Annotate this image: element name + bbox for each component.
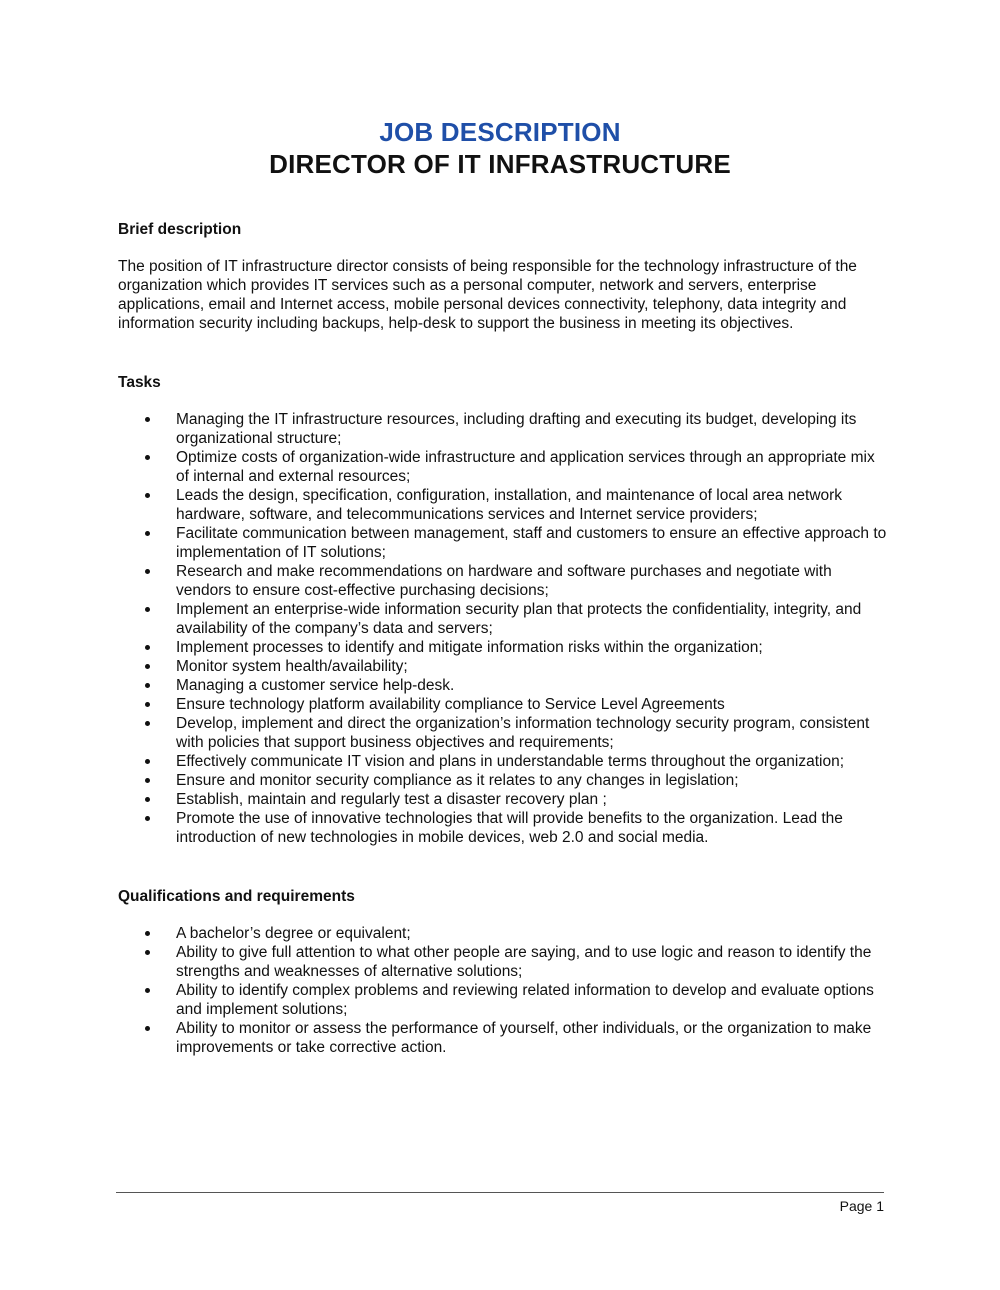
list-item [118, 771, 888, 790]
section-tasks [118, 373, 888, 847]
bullet-icon [145, 569, 150, 574]
title-block [0, 116, 1000, 180]
list-item-text: Monitor system health/availability; [176, 658, 408, 675]
bullet-icon [145, 531, 150, 536]
list-item [118, 486, 888, 524]
list-item [118, 924, 888, 943]
list-item [118, 714, 888, 752]
list-item [118, 410, 888, 448]
section-brief-description [118, 220, 888, 333]
list-item-text: Implement processes to identify and mitigate information risks within the organization; [176, 639, 763, 656]
bullet-icon [145, 759, 150, 764]
bullet-icon [145, 988, 150, 993]
bullet-icon [145, 493, 150, 498]
list-item-text: A bachelor’s degree or equivalent; [176, 925, 411, 942]
list-item-text: Ability to give full attention to what other people are saying, and to use logic and reason to identify the strengths and weaknesses of alternative solutions; [176, 944, 872, 980]
list-item-text: Implement an enterprise-wide information security plan that protects the confidentiality, integrity, and availability of the company’s data and servers; [176, 601, 862, 637]
list-item-text: Facilitate communication between management, staff and customers to ensure an effective approach to implementation of IT solutions; [176, 525, 887, 561]
bullet-icon [145, 721, 150, 726]
list-item [118, 676, 888, 695]
bullet-icon [145, 417, 150, 422]
footer-divider [116, 1192, 884, 1193]
list-item-text: Ability to identify complex problems and reviewing related information to develop and evaluate options and implement solutions; [176, 982, 874, 1018]
list-item [118, 981, 888, 1019]
qualifications-heading: Qualifications and requirements [118, 888, 355, 905]
list-item [118, 752, 888, 771]
list-item [118, 448, 888, 486]
list-item [118, 809, 888, 847]
bullet-icon [145, 950, 150, 955]
tasks-list [118, 410, 888, 847]
page-number: Page 1 [839, 1198, 884, 1214]
bullet-icon [145, 931, 150, 936]
section-qualifications [118, 887, 888, 1057]
list-item [118, 562, 888, 600]
list-item-text: Ensure technology platform availability compliance to Service Level Agreements [176, 696, 725, 713]
list-item-text: Ensure and monitor security compliance as it relates to any changes in legislation; [176, 772, 739, 789]
list-item-text: Optimize costs of organization-wide infrastructure and application services through an appropriate mix of internal and external resources; [176, 449, 875, 485]
document-content [118, 220, 888, 1057]
bullet-icon [145, 816, 150, 821]
list-item-text: Managing the IT infrastructure resources, including drafting and executing its budget, developing its organizational structure; [176, 411, 857, 447]
brief-description-text: The position of IT infrastructure director consists of being responsible for the technology infrastructure of the organization which provides IT services such as a personal computer, network and servers, enterprise applications, email and Internet access, mobile personal devices connectivity, telephony, data integrity and information security including backups, help-desk to support the business in meeting its objectives. [118, 258, 857, 332]
bullet-icon [145, 702, 150, 707]
bullet-icon [145, 664, 150, 669]
list-item [118, 1019, 888, 1057]
list-item [118, 790, 888, 809]
list-item-text: Managing a customer service help-desk. [176, 677, 455, 694]
tasks-heading: Tasks [118, 374, 161, 391]
document-title: JOB DESCRIPTION [379, 117, 621, 147]
bullet-icon [145, 1026, 150, 1031]
list-item-text: Research and make recommendations on hardware and software purchases and negotiate with vendors to ensure cost-effective purchasing decisions; [176, 563, 832, 599]
list-item-text: Establish, maintain and regularly test a disaster recovery plan ; [176, 791, 607, 808]
qualifications-list [118, 924, 888, 1057]
list-item [118, 695, 888, 714]
list-item-text: Develop, implement and direct the organization’s information technology security program, consistent with policies that support business objectives and requirements; [176, 715, 870, 751]
list-item-text: Leads the design, specification, configuration, installation, and maintenance of local area network hardware, software, and telecommunications services and Internet service providers; [176, 487, 843, 523]
list-item [118, 524, 888, 562]
bullet-icon [145, 778, 150, 783]
bullet-icon [145, 797, 150, 802]
list-item [118, 943, 888, 981]
list-item-text: Promote the use of innovative technologies that will provide benefits to the organization. Lead the introduction of new technologies in mobile devices, web 2.0 and social media. [176, 810, 843, 846]
bullet-icon [145, 455, 150, 460]
list-item [118, 657, 888, 676]
list-item-text: Ability to monitor or assess the performance of yourself, other individuals, or the organization to make improvements or take corrective action. [176, 1020, 872, 1056]
document-subtitle: DIRECTOR OF IT INFRASTRUCTURE [269, 149, 731, 179]
bullet-icon [145, 683, 150, 688]
bullet-icon [145, 607, 150, 612]
list-item [118, 638, 888, 657]
list-item-text: Effectively communicate IT vision and plans in understandable terms throughout the organization; [176, 753, 845, 770]
brief-description-heading: Brief description [118, 221, 242, 238]
list-item [118, 600, 888, 638]
bullet-icon [145, 645, 150, 650]
